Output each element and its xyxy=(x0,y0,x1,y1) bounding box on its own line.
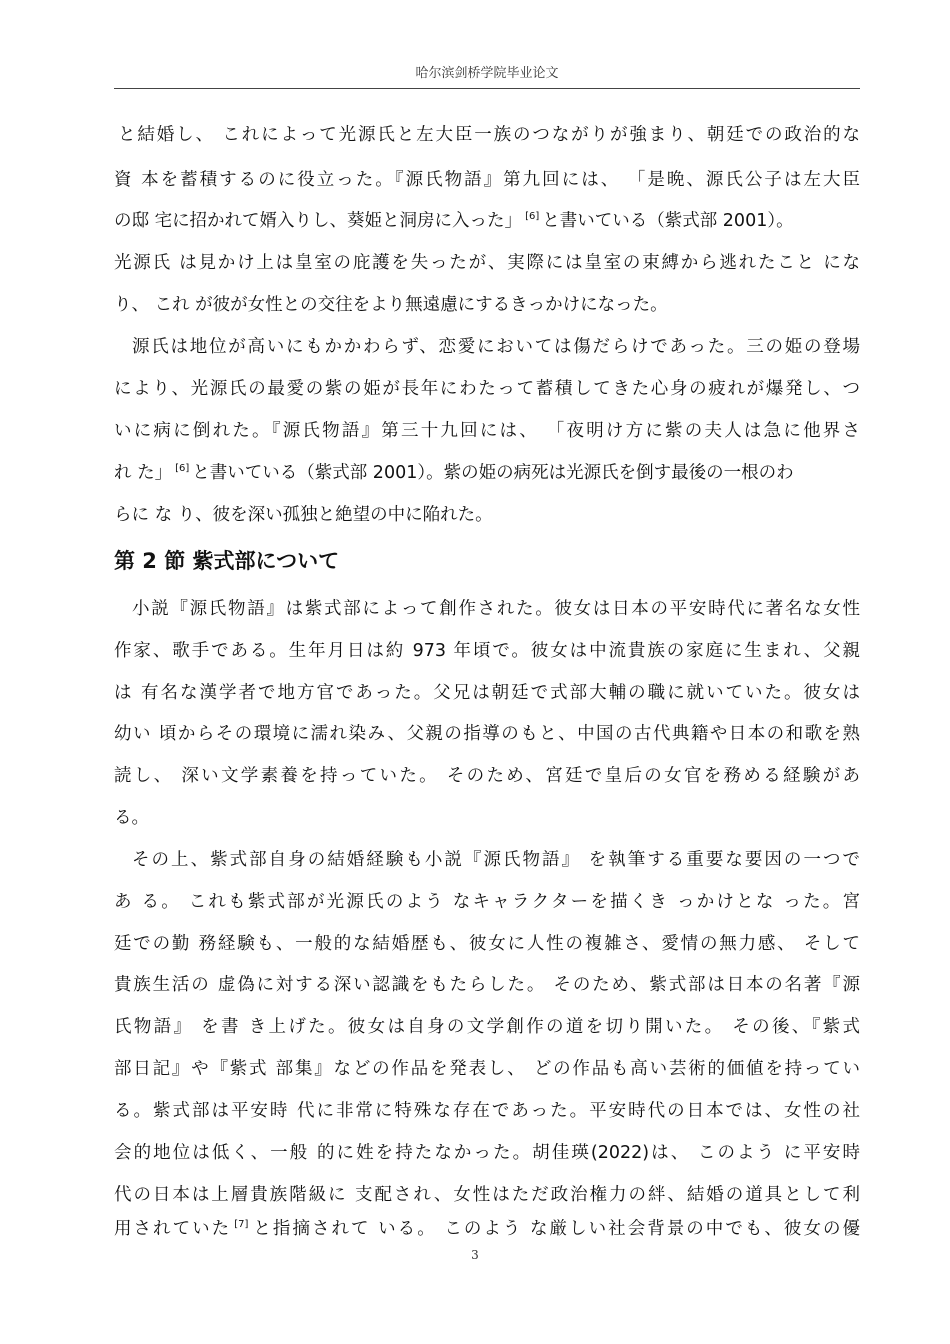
body-line xyxy=(114,460,860,486)
body-line: り、 これ が彼が女性との交往をより無遠慮にするきっかけになった。 xyxy=(114,295,668,315)
body-line: らに な り、彼を深い孤独と絶望の中に陥れた。 xyxy=(114,505,493,525)
citation-ref: [7] xyxy=(234,1219,249,1231)
body-line: 氏物語』 を書 き上げた。彼女は自身の文学創作の道を切り開いた。 その後、『紫式 xyxy=(114,1017,860,1037)
body-line: る。紫式部は平安時 代に非常に特殊な存在であった。平安時代の日本では、女性の社 xyxy=(114,1101,860,1121)
citation-ref: [6] xyxy=(525,211,540,223)
body-text: と指摘されて いる。 このよう な厳しい社会背景の中でも、彼女の優 xyxy=(251,1219,860,1239)
body-line: と結婚し、 これによって光源氏と左大臣一族のつながりが強まり、朝廷での政治的な xyxy=(118,125,860,145)
body-text: 用されていた xyxy=(114,1219,232,1239)
body-line: 読し、 深い文学素養を持っていた。 そのため、宮廷で皇后の女官を務める経験があ xyxy=(114,766,860,786)
body-line: いに病に倒れた。『源氏物語』第三十九回には、 「夜明け方に紫の夫人は急に他界さ xyxy=(114,421,860,441)
body-line: 源氏は地位が高いにもかかわらず、恋愛においては傷だらけであった。三の姫の登場 xyxy=(132,337,860,357)
body-line: あ る。 これも紫式部が光源氏のよう なキャラクターを描くき っかけとな った。宮 xyxy=(114,892,860,912)
body-line xyxy=(114,208,860,234)
body-line: により、光源氏の最愛の紫の姫が長年にわたって蓄積してきた心身の疲れが爆発し、つ xyxy=(114,379,860,399)
body-line: 資 本を蓄積するのに役立った。『源氏物語』第九回には、 「是晩、源氏公子は左大臣 xyxy=(114,170,860,190)
section-heading: 第 2 節 紫式部について xyxy=(114,549,340,573)
body-line: は 有名な漢学者で地方官であった。父兄は朝廷で式部大輔の職に就いていた。彼女は xyxy=(114,683,860,703)
body-text: と書いている（紫式部 2001）。 xyxy=(542,211,794,231)
page-number: 3 xyxy=(471,1248,479,1262)
body-line xyxy=(114,1216,860,1242)
body-line: る。 xyxy=(114,808,149,828)
body-line: 代の日本は上層貴族階級に 支配され、女性はただ政治権力の絆、結婚の道具として利 xyxy=(114,1185,860,1205)
page-header: 哈尔滨剑桥学院毕业论文 xyxy=(114,62,860,89)
body-text: れ た」 xyxy=(114,463,173,483)
body-line: 会的地位は低く、一般 的に姓を持たなかった。胡佳瑛(2022)は、 このよう に平安時 xyxy=(114,1143,860,1163)
body-line: 小説『源氏物語』は紫式部によって創作された。彼女は日本の平安時代に著名な女性 xyxy=(132,599,860,619)
body-line: 部日記』や『紫式 部集』などの作品を発表し、 どの作品も高い芸術的価値を持ってい xyxy=(114,1059,860,1079)
body-line: 幼い 頃からその環境に濡れ染み、父親の指導のもと、中国の古代典籍や日本の和歌を熟 xyxy=(114,724,860,744)
body-line: 作家、歌手である。生年月日は約 973 年頃で。彼女は中流貴族の家庭に生まれ、父親 xyxy=(114,641,860,661)
body-text: と書いている（紫式部 2001）。紫の姫の病死は光源氏を倒す最後の一根のわ xyxy=(192,463,794,483)
body-line: 貴族生活の 虚偽に対する深い認識をもたらした。 そのため、紫式部は日本の名著『源 xyxy=(114,975,860,995)
citation-ref: [6] xyxy=(175,463,190,475)
body-line: 光源氏 は見かけ上は皇室の庇護を失ったが、実際には皇室の束縛から逃れたこと にな xyxy=(114,253,860,273)
body-line: 廷での勤 務経験も、一般的な結婚歴も、彼女に人性の複雑さ、愛情の無力感、 そして xyxy=(114,934,860,954)
body-line: その上、紫式部自身の結婚経験も小説『源氏物語』 を執筆する重要な要因の一つで xyxy=(132,850,860,870)
body-text: の邸 宅に招かれて婿入りし、葵姫と洞房に入った」 xyxy=(114,211,523,231)
